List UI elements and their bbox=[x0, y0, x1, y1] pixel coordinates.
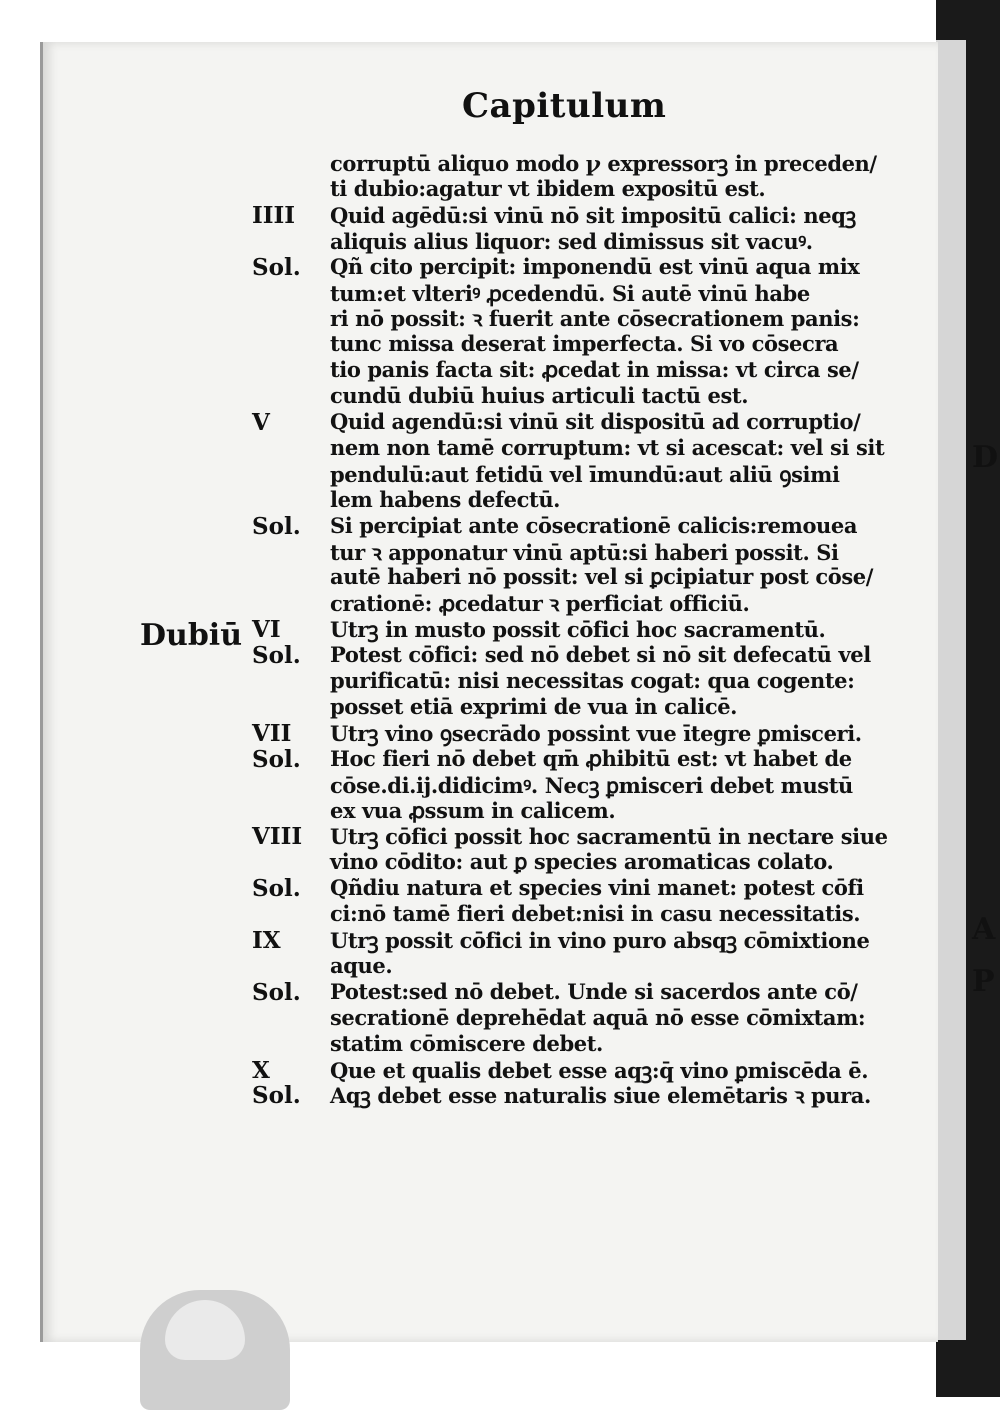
text-line: statim cōmiscere debet. bbox=[330, 1030, 603, 1056]
text-line: nem non tamē corruptum: vt si acescat: vel si sit bbox=[330, 434, 885, 460]
question-label: VIII bbox=[252, 823, 303, 851]
text-line: Si percipiat ante cōsecrationē calicis:remouea bbox=[330, 512, 858, 538]
facing-page-letter: A bbox=[972, 912, 996, 947]
text-line: tur ꝛ apponatur vinū aptū:si haberi possit. Si bbox=[330, 539, 839, 565]
text-line: autē haberi nō possit: vel si ꝑcipiatur post cōse/ bbox=[330, 564, 874, 590]
text-line: Que et qualis debet esse aqꝫ:q̄ vino ꝑmiscēda ē. bbox=[330, 1057, 869, 1083]
question-label: Sol. bbox=[252, 1082, 301, 1110]
question-label: Sol. bbox=[252, 512, 301, 540]
facing-page-letter: D bbox=[972, 440, 999, 475]
text-line: Quid agēdū:si vinū nō sit impositū calici: neqꝫ bbox=[330, 202, 856, 228]
facing-page-letter: P bbox=[972, 964, 995, 999]
text-line: Quid agendū:si vinū sit dispositū ad corruptio/ bbox=[330, 409, 861, 434]
question-label: X bbox=[252, 1056, 270, 1084]
text-line: aque. bbox=[330, 952, 393, 978]
text-line: Aqꝫ debet esse naturalis siue elemētaris ꝛ pura. bbox=[330, 1083, 871, 1109]
text-line: pendulū:aut fetidū vel īmundū:aut aliū ꝯsimi bbox=[330, 461, 840, 487]
text-line: lem habens defectū. bbox=[330, 486, 561, 512]
question-label: IX bbox=[252, 927, 281, 954]
question-label: V bbox=[252, 409, 270, 436]
text-line: crationē: ꝓcedatur ꝛ perficiat officiū. bbox=[330, 591, 750, 617]
facing-page-strip bbox=[936, 40, 966, 1340]
text-line: tunc missa deserat imperfecta. Si vo cōsecra bbox=[330, 331, 839, 357]
text-line: aliquis alius liquor: sed dimissus sit vacuꝰ. bbox=[330, 228, 813, 254]
text-line: cōse.di.ij.didicimꝰ. Necꝫ ꝑmisceri debet mustū bbox=[330, 772, 853, 798]
text-line: Potest cōfici: sed nō debet si nō sit defecatū vel bbox=[330, 642, 871, 668]
question-label: VI bbox=[252, 616, 281, 644]
question-label: VII bbox=[252, 719, 292, 747]
text-line: cundū dubiū huius articuli tactū est. bbox=[330, 383, 749, 409]
question-label: Sol. bbox=[252, 978, 301, 1006]
text-line: Utrꝫ in musto possit cōfici hoc sacramentū. bbox=[330, 617, 826, 643]
question-label: Sol. bbox=[252, 745, 301, 773]
text-line: Qñ cito percipit: imponendū est vinū aqua mix bbox=[330, 253, 860, 279]
text-line: ri nō possit: ꝛ fuerit ante cōsecrationem panis: bbox=[330, 306, 860, 332]
text-line: purificatū: nisi necessitas cogat: qua cogente: bbox=[330, 668, 855, 693]
question-label: Sol. bbox=[252, 253, 301, 281]
text-line: Potest:sed nō debet. Unde si sacerdos ante cō/ bbox=[330, 978, 858, 1004]
question-label: IIII bbox=[252, 201, 296, 229]
text-line: Utrꝫ vino ꝯsecrādo possint vue ītegre ꝑmisceri. bbox=[330, 720, 862, 746]
text-line: secrationē deprehēdat aquā nō esse cōmixtam: bbox=[330, 1004, 866, 1030]
text-line: tio panis facta sit: ꝓcedat in missa: vt circa se/ bbox=[330, 357, 859, 383]
text-line: Utrꝫ possit cōfici in vino puro absqꝫ cōmixtione bbox=[330, 928, 870, 953]
text-line: ex vua ꝓssum in calicem. bbox=[330, 797, 616, 823]
margin-note: Dubiū bbox=[140, 618, 243, 653]
text-line: corruptū aliquo modo ꝩ expressorꝫ in preceden/ bbox=[330, 151, 877, 176]
facing-page-edge bbox=[936, 0, 1000, 1397]
text-line: tum:et vlteriꝰ ꝓcedendū. Si autē vinū habe bbox=[330, 280, 810, 306]
text-line: Utrꝫ cōfici possit hoc sacramentū in nectare siue bbox=[330, 824, 888, 850]
text-line: vino cōdito: aut ꝑ species aromaticas colato. bbox=[330, 849, 834, 875]
text-line: ci:nō tamē fieri debet:nisi in casu necessitatis. bbox=[330, 901, 861, 927]
text-line: posset etiā exprimi de vua in calicē. bbox=[330, 693, 738, 719]
text-line: Hoc fieri nō debet qm̄ ꝓhibitū est: vt habet de bbox=[330, 745, 852, 771]
text-line: ti dubio:agatur vt ibidem expositū est. bbox=[330, 175, 766, 201]
question-label: Sol. bbox=[252, 875, 301, 903]
text-line: Qñdiu natura et species vini manet: potest cōfi bbox=[330, 875, 864, 901]
question-label: Sol. bbox=[252, 642, 301, 670]
page-heading: Capitulum bbox=[462, 86, 667, 126]
